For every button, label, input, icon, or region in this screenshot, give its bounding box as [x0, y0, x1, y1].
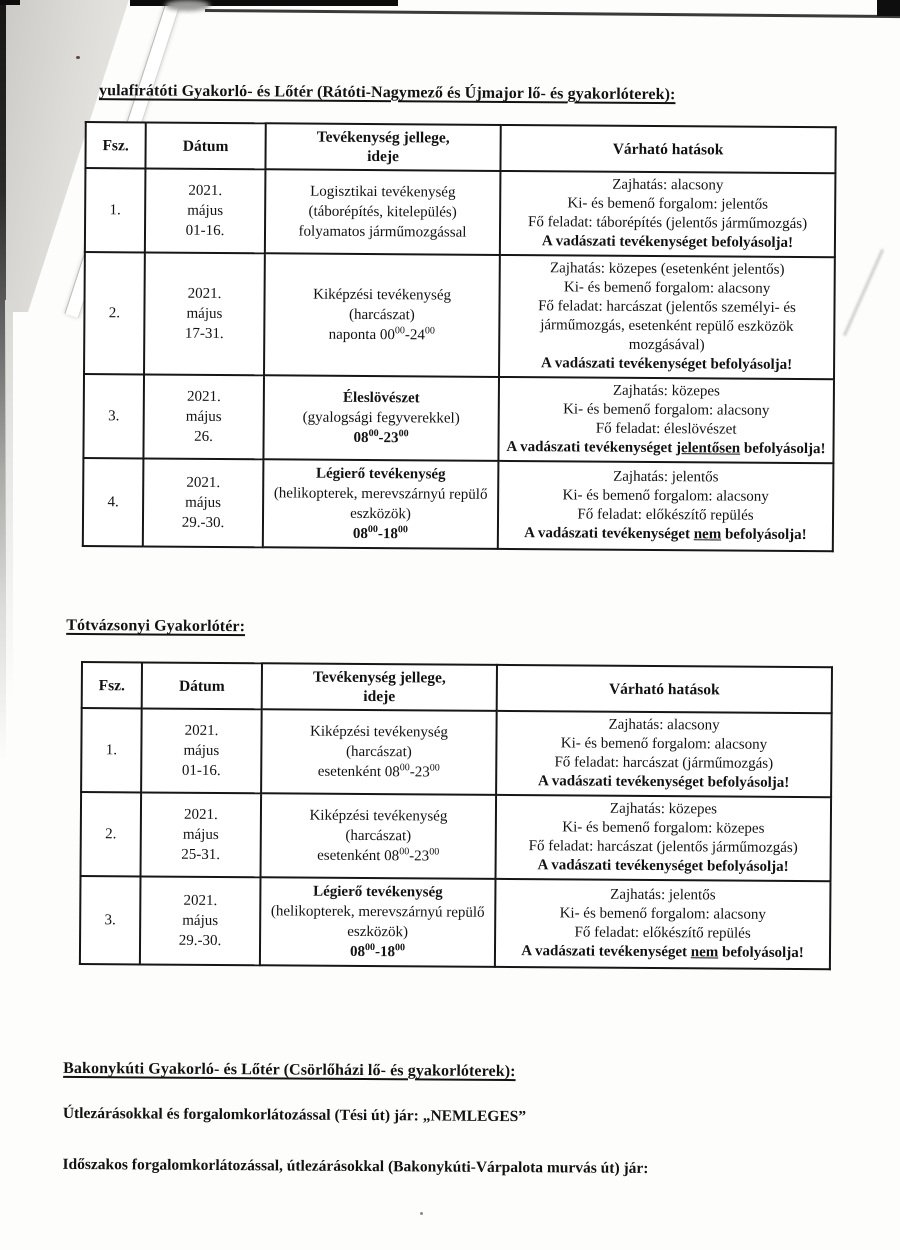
cell-datum — [145, 168, 266, 253]
cell-line: (táborépítés, kitelepülés) — [308, 203, 457, 221]
cell-line: Zajhatás: alacsony — [608, 716, 720, 734]
cell-line: Zajhatás: jelentős — [610, 886, 716, 904]
cell-line: esetenként $08^{00}-23^{00}$ — [317, 762, 440, 781]
table-row — [80, 876, 831, 969]
table-row — [84, 252, 835, 379]
cell-line: Ki- és bemenő forgalom: alacsony — [562, 487, 769, 505]
column-header: Fsz. — [85, 122, 145, 168]
cell-line: Ki- és bemenő forgalom: jelentős — [567, 195, 769, 213]
cell-line: $08^{00}-18^{00}$ — [349, 942, 406, 961]
cell-line: május — [185, 408, 222, 425]
cell-line: folyamatos járműmozgással — [298, 223, 467, 241]
cell-line: 01-16. — [185, 222, 225, 240]
cell-line: Zajhatás: közepes — [609, 800, 718, 818]
cell-line: 2021. — [187, 285, 222, 302]
cell-activity — [260, 877, 496, 967]
cell-fsz: 3. — [80, 876, 141, 964]
cell-line: Fő feladat: előkészítő repülés — [574, 924, 751, 942]
cell-fsz: 1. — [81, 708, 142, 792]
column-header: Dátum — [145, 122, 265, 169]
cell-line: Légierő tevékenység — [315, 465, 446, 483]
table-row — [81, 708, 832, 797]
cell-datum — [141, 792, 262, 877]
cell-line: Kiképzési tevékenység — [313, 286, 452, 304]
cell-effects — [496, 711, 832, 797]
cell-effects — [498, 461, 834, 551]
column-header: Várható hatások — [497, 665, 832, 713]
cell-activity — [261, 793, 497, 879]
cell-line: esetenként $08^{00}-23^{00}$ — [317, 846, 440, 865]
column-header: Várható hatások — [500, 125, 835, 173]
cell-line: 29.-30. — [178, 932, 222, 950]
table-row — [83, 374, 834, 463]
cell-line: (helikopterek, merevszárnyú repülő eszközök) — [273, 485, 488, 523]
cell-line: 26. — [194, 428, 214, 445]
cell-line: Ki- és bemenő forgalom: alacsony — [560, 735, 768, 753]
cell-line: (harcászat) — [345, 827, 412, 845]
table-gyulafiratoti — [82, 121, 837, 552]
cell-line: Ki- és bemenő forgalom: közepes — [562, 819, 765, 837]
cell-line: A vadászati tevékenységet befolyásolja! — [537, 857, 789, 875]
cell-effects — [496, 795, 832, 881]
cell-line: Fő feladat: harcászat (járműmozgás) — [554, 754, 774, 772]
cell-effects — [495, 879, 831, 969]
cell-line: Légierő tevékenység — [313, 883, 443, 901]
cell-effects — [500, 171, 836, 257]
cell-line: $08^{00}-23^{00}$ — [353, 428, 409, 447]
cell-line: 29.-30. — [181, 514, 225, 532]
cell-line: (gyalogsági fegyverekkel) — [302, 409, 460, 427]
cell-datum — [143, 374, 264, 459]
cell-line: (helikopterek, merevszárnyú repülő eszközök) — [270, 903, 485, 941]
cell-datum — [144, 252, 265, 375]
cell-fsz: 2. — [84, 252, 145, 374]
cell-line: Fő feladat: éleslövészet — [595, 420, 737, 438]
column-header: Tevékenység jellege, ideje — [262, 663, 497, 711]
section-heading-totvazsonyi: Tótvázsonyi Gyakorlótér: — [66, 616, 246, 636]
table-row — [83, 458, 834, 551]
cell-line: május — [187, 202, 224, 220]
cell-line: A vadászati tevékenységet nem befolyásolja! — [524, 525, 807, 544]
cell-line: 2021. — [186, 474, 221, 491]
cell-line: Fő feladat: táborépítés (jelentős járműmozgás) — [527, 214, 808, 233]
section-heading-gyulafiratoti: yulafirátóti Gyakorló- és Lőtér (Rátóti-Nagymező és Újmajor lő- és gyakorlóterek): — [98, 82, 676, 104]
cell-line: Éleslövészet — [342, 389, 420, 407]
cell-line: Ki- és bemenő forgalom: alacsony — [559, 905, 766, 923]
cell-line: 2021. — [186, 388, 221, 405]
cell-activity — [261, 709, 497, 795]
cell-line: 01-16. — [181, 762, 221, 779]
cell-line: május — [186, 305, 223, 322]
cell-effects — [499, 255, 835, 379]
cell-fsz: 4. — [83, 458, 144, 546]
cell-activity — [264, 253, 500, 377]
table-header-row — [82, 662, 832, 713]
cell-line: Fő feladat: harcászat (jelentős személyi- és járműmozgás, esetenként repülő eszközök mozgásával) — [538, 298, 796, 354]
cell-line: Logisztikai tevékenység — [310, 183, 456, 201]
traffic-restriction-statement: Időszakos forgalomkorlátozással, útlezárásokkal (Bakonykúti-Várpalota murvás út) jár: — [62, 1155, 649, 1177]
column-header: Tevékenység jellege, ideje — [265, 123, 500, 171]
cell-line: $08^{00}-18^{00}$ — [352, 524, 408, 543]
cell-line: 2021. — [188, 182, 223, 199]
table-header-row — [85, 122, 835, 173]
cell-line: (harcászat) — [345, 743, 412, 761]
cell-line: 2021. — [183, 892, 218, 909]
cell-effects — [498, 377, 834, 463]
cell-line: A vadászati tevékenységet nem befolyásolja! — [521, 943, 804, 962]
road-closure-statement: Útlezárásokkal és forgalomkorlátozással (Tési út) jár: „NEMLEGES” — [62, 1104, 527, 1126]
cell-fsz: 2. — [81, 792, 142, 876]
column-header: Dátum — [142, 662, 262, 709]
cell-line: Zajhatás: alacsony — [612, 176, 724, 194]
cell-line: Zajhatás: jelentős — [613, 468, 719, 486]
cell-line: naponta $00^{00}-24^{00}$ — [328, 325, 435, 344]
table-row — [85, 168, 836, 257]
cell-line: Ki- és bemenő forgalom: alacsony — [563, 401, 770, 419]
cell-activity — [263, 459, 499, 549]
cell-line: Ki- és bemenő forgalom: alacsony — [563, 279, 771, 297]
cell-line: 2021. — [184, 806, 218, 823]
cell-line: Zajhatás: közepes — [612, 382, 720, 400]
cell-line: 25-31. — [181, 846, 221, 863]
cell-line: május — [182, 912, 219, 929]
cell-line: május — [182, 826, 219, 843]
table-totvazsonyi — [79, 661, 833, 970]
cell-fsz: 3. — [83, 374, 144, 458]
cell-line: Fő feladat: harcászat (jelentős járműmozgás) — [528, 838, 798, 857]
cell-line: (harcászat) — [348, 306, 415, 324]
cell-line: Kiképzési tevékenység — [309, 807, 448, 825]
cell-line: május — [185, 494, 222, 511]
cell-datum — [143, 458, 264, 547]
cell-line: A vadászati tevékenységet jelentősen befolyásolja! — [506, 438, 826, 458]
cell-fsz: 1. — [85, 168, 146, 252]
cell-line: A vadászati tevékenységet befolyásolja! — [538, 773, 790, 791]
cell-line: május — [183, 742, 220, 759]
table-row — [81, 792, 832, 881]
cell-line: A vadászati tevékenységet befolyásolja! — [540, 355, 793, 373]
column-header: Fsz. — [82, 662, 142, 708]
cell-activity — [265, 169, 501, 255]
cell-datum — [141, 708, 262, 793]
cell-line: Kiképzési tevékenység — [310, 723, 449, 741]
cell-line: Zajhatás: közepes (esetenként jelentős) — [549, 260, 785, 278]
section-heading-bakonykuti: Bakonykúti Gyakorló- és Lőtér (Csörlőházi lő- és gyakorlóterek): — [63, 1059, 516, 1081]
cell-line: Fő feladat: előkészítő repülés — [577, 506, 754, 524]
cell-line: 2021. — [184, 722, 219, 739]
cell-line: 17-31. — [184, 325, 224, 343]
cell-line: A vadászati tevékenységet befolyásolja! — [541, 233, 794, 251]
cell-datum — [140, 876, 261, 965]
cell-activity — [263, 375, 499, 461]
